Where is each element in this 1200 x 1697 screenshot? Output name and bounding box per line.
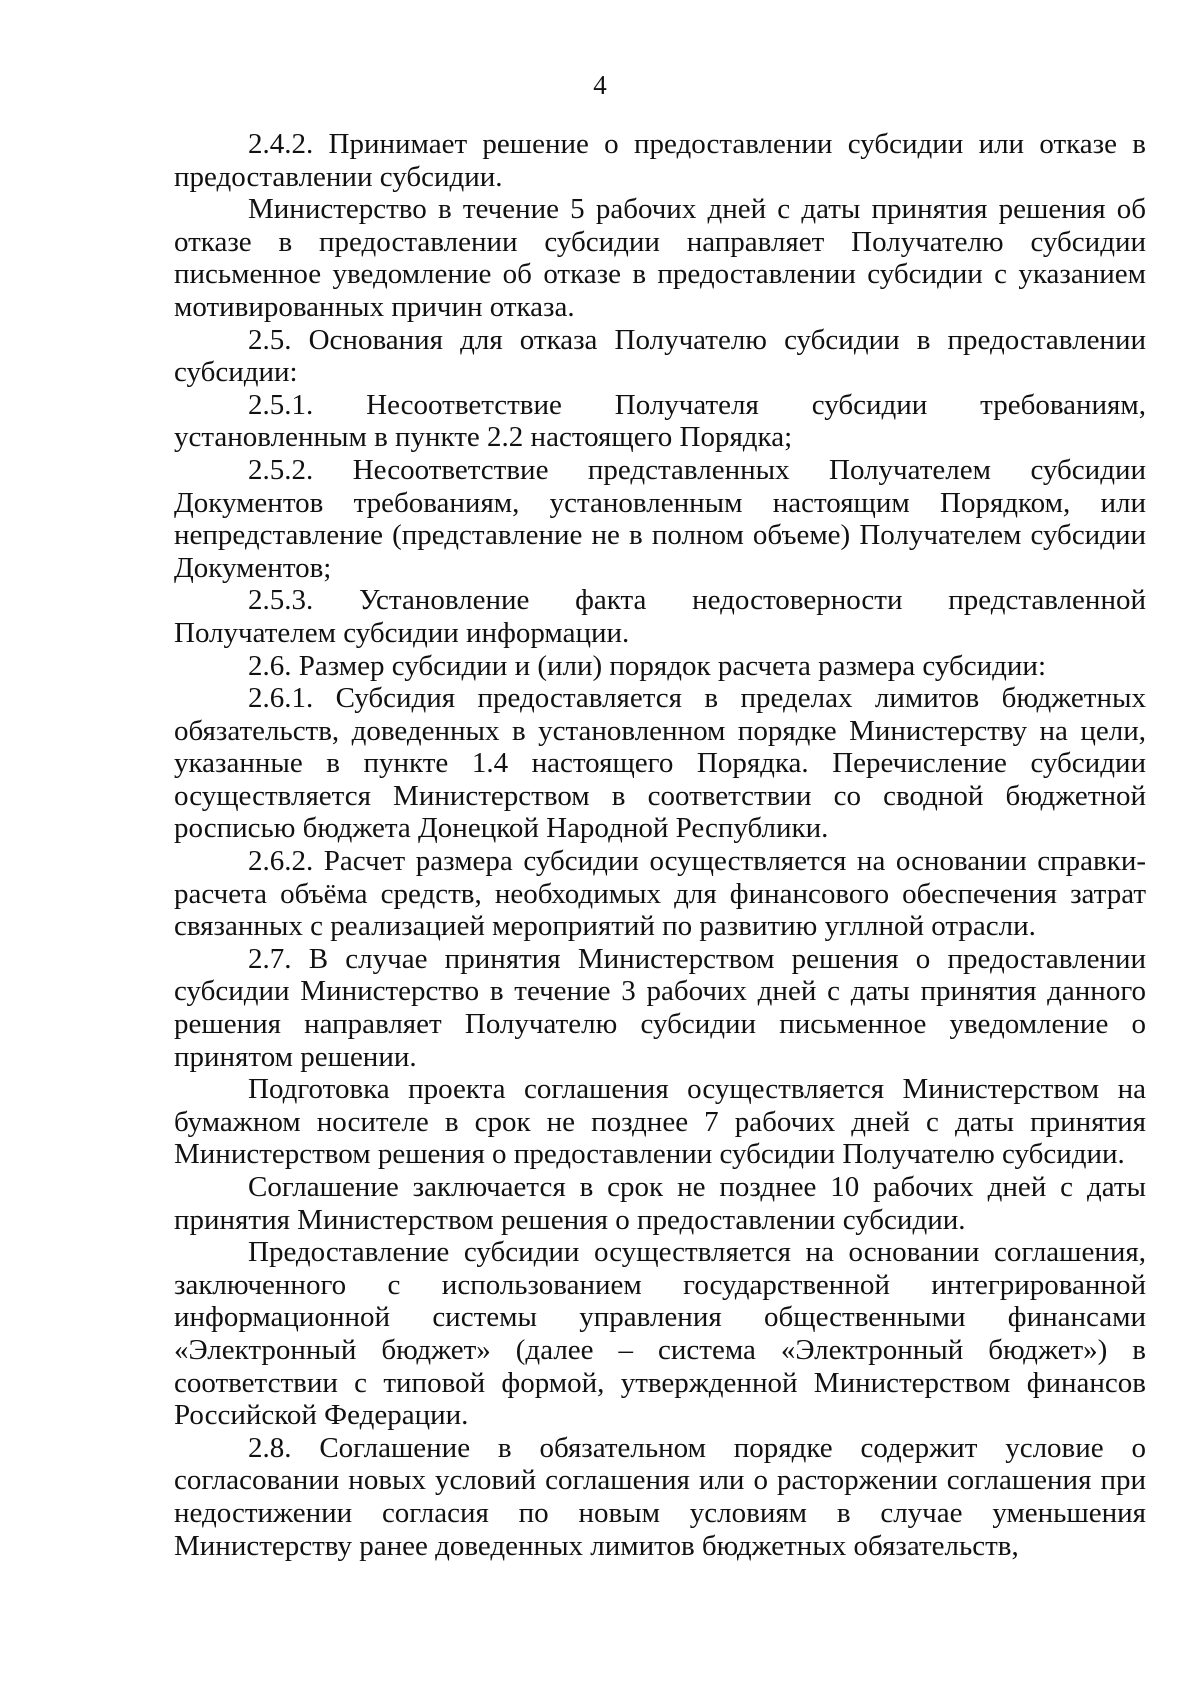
paragraph-2-6-2: 2.6.2. Расчет размера субсидии осуществляется на основании справки-расчета объёма средств, необходимых для финансового обеспечения затрат связанных с реализацией мероприятий по развитию угллной отрасли.: [174, 845, 1146, 943]
paragraph-agreement-conclusion: Соглашение заключается в срок не позднее 10 рабочих дней с даты принятия Министерством решения о предоставлении субсидии.: [174, 1171, 1146, 1236]
paragraph-2-5-2: 2.5.2. Несоответствие представленных Получателем субсидии Документов требованиям, установленным настоящим Порядком, или непредставление (представление не в полном объеме) Получателем субсидии Документов;: [174, 453, 1146, 584]
page-number: 4: [593, 70, 607, 100]
paragraph-agreement-preparation: Подготовка проекта соглашения осуществляется Министерством на бумажном носителе в срок не позднее 7 рабочих дней с даты принятия Министерством решения о предоставлении субсидии Получателю субсидии.: [174, 1073, 1146, 1171]
paragraph-2-5-3: 2.5.3. Установление факта недостоверности представленной Получателем субсидии информации.: [174, 584, 1146, 649]
paragraph-2-4-2: 2.4.2. Принимает решение о предоставлении субсидии или отказе в предоставлении субсидии.: [174, 128, 1146, 193]
paragraph-2-6-1: 2.6.1. Субсидия предоставляется в пределах лимитов бюджетных обязательств, доведенных в установленном порядке Министерству на цели, указанные в пункте 1.4 настоящего Порядка. Перечисление субсидии осуществляется Министерством в соответствии со сводной бюджетной росписью бюджета Донецкой Народной Республики.: [174, 682, 1146, 845]
paragraph-2-5: 2.5. Основания для отказа Получателю субсидии в предоставлении субсидии:: [174, 323, 1146, 389]
paragraph-2-5-1: 2.5.1. Несоответствие Получателя субсидии требованиям, установленным в пункте 2.2 настоящего Порядка;: [174, 388, 1146, 454]
paragraph-2-8: 2.8. Соглашение в обязательном порядке содержит условие о согласовании новых условий соглашения или о расторжении соглашения при недостижении согласия по новым условиям в случае уменьшения Министерству ранее доведенных лимитов бюджетных обязательств,: [174, 1431, 1146, 1562]
paragraph-refusal-notice: Министерство в течение 5 рабочих дней с даты принятия решения об отказе в предоставлении субсидии направляет Получателю субсидии письменное уведомление об отказе в предоставлении субсидии с указанием мотивированных причин отказа.: [174, 193, 1146, 323]
paragraph-2-6: 2.6. Размер субсидии и (или) порядок расчета размера субсидии:: [248, 649, 1046, 682]
paragraph-2-7: 2.7. В случае принятия Министерством решения о предоставлении субсидии Министерство в течение 3 рабочих дней с даты принятия данного решения направляет Получателю субсидии письменное уведомление о принятом решении.: [174, 942, 1146, 1073]
document-body: [174, 128, 1146, 1562]
paragraph-electronic-budget: Предоставление субсидии осуществляется на основании соглашения, заключенного с использованием государственной интегрированной информационной системы управления общественными финансами «Электронный бюджет» (далее – система «Электронный бюджет») в соответствии с типовой формой, утвержденной Министерством финансов Российской Федерации.: [174, 1236, 1146, 1432]
